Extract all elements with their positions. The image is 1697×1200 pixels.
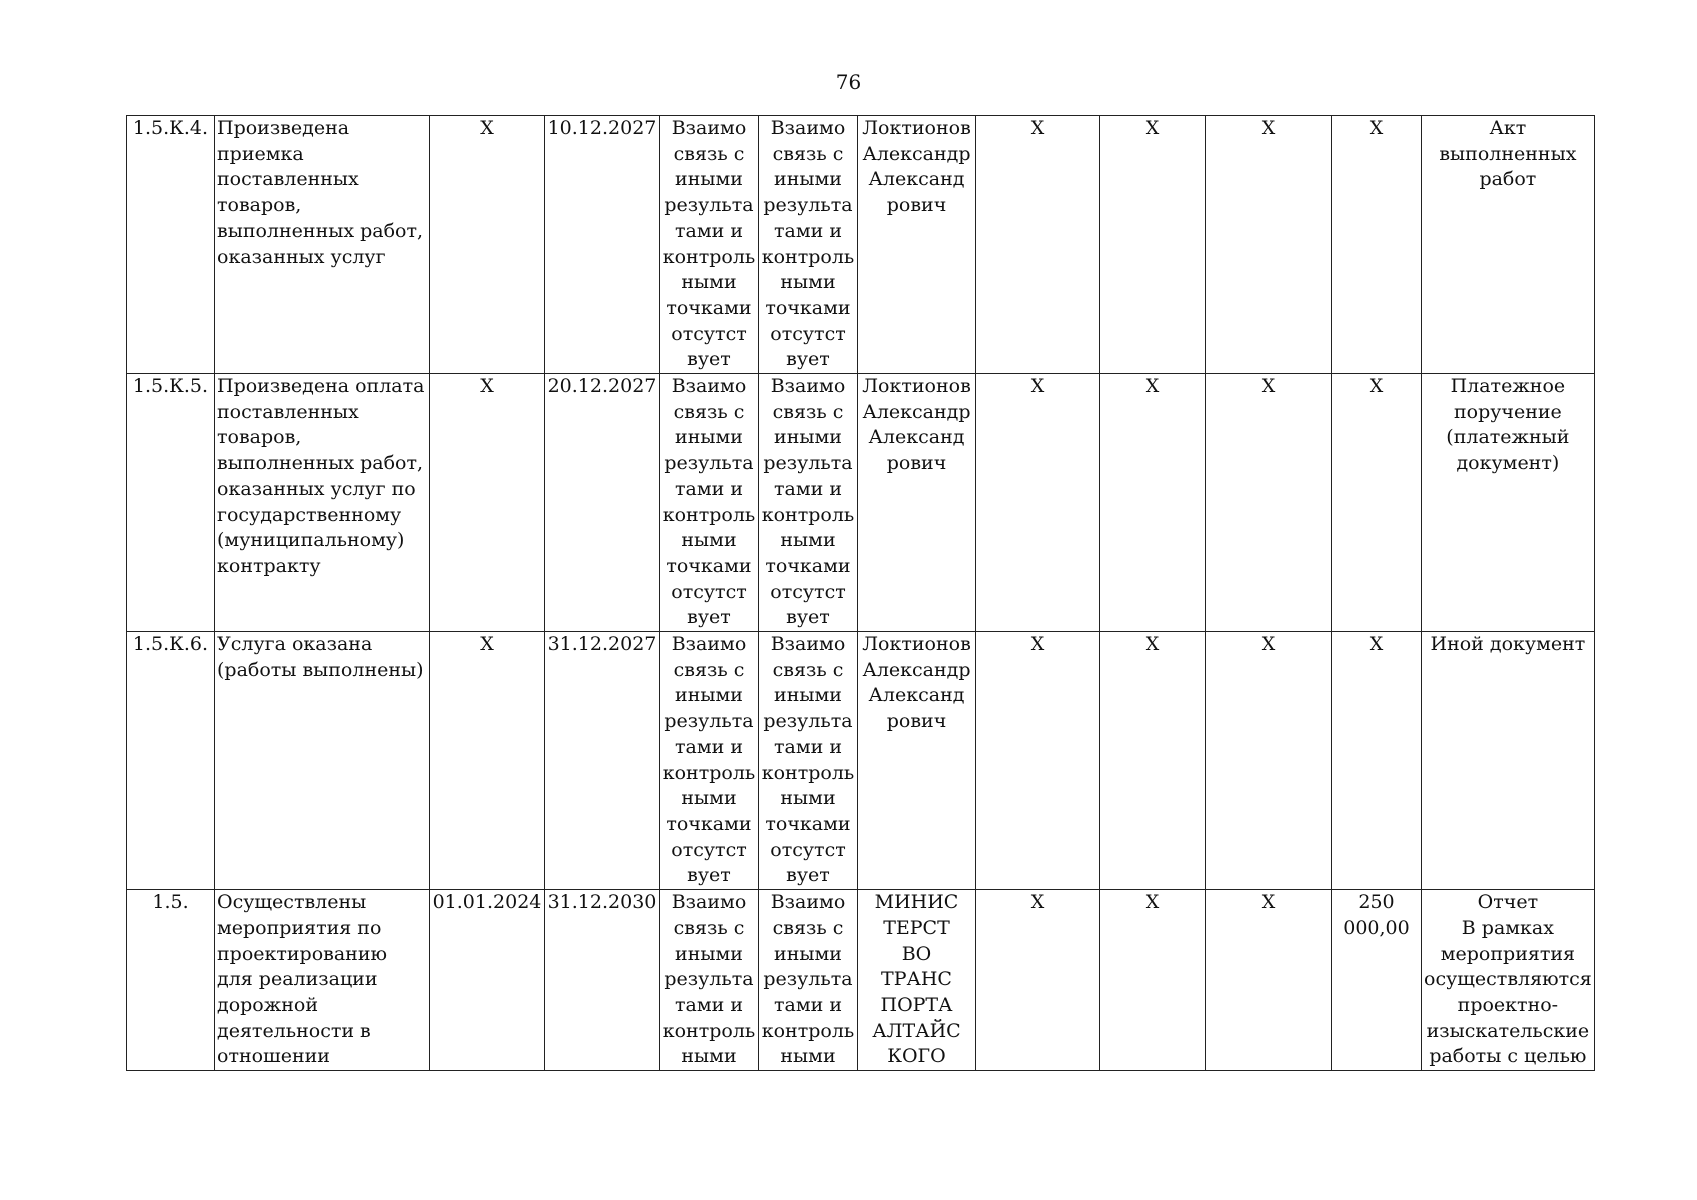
row-predecessors: Взаимо связь с иными результа тами и контроль ными точками отсутст вует (660, 632, 759, 890)
row-code: 1.5. (127, 890, 215, 1071)
row-value-3: X (1206, 632, 1332, 890)
row-document: Отчет В рамках мероприятия осуществляются проектно- изыскательские работы с целью (1422, 890, 1595, 1071)
row-successors: Взаимо связь с иными результа тами и контроль ными точками отсутст вует (759, 116, 858, 374)
row-value-3: X (1206, 890, 1332, 1071)
row-document: Платежное поручение (платежный документ) (1422, 374, 1595, 632)
row-name: Произведена приемка поставленных товаров, выполненных работ, оказанных услуг (215, 116, 430, 374)
table-row (127, 890, 1595, 1071)
control-points-table (126, 115, 1595, 1071)
row-responsible: Локтионов Александр Александ рович (858, 374, 976, 632)
row-code: 1.5.К.4. (127, 116, 215, 374)
row-responsible: Локтионов Александр Александ рович (858, 632, 976, 890)
row-value-2: X (1100, 890, 1206, 1071)
row-value-2: X (1100, 116, 1206, 374)
row-predecessors: Взаимо связь с иными результа тами и контроль ными точками отсутст вует (660, 374, 759, 632)
row-name: Осуществлены мероприятия по проектированию для реализации дорожной деятельности в отношении (215, 890, 430, 1071)
row-end-date: 20.12.2027 (545, 374, 660, 632)
row-code: 1.5.К.5. (127, 374, 215, 632)
row-start-date: 01.01.2024 (430, 890, 545, 1071)
row-predecessors: Взаимо связь с иными результа тами и контроль ными (660, 890, 759, 1071)
table-row (127, 116, 1595, 374)
row-value-4: X (1332, 632, 1422, 890)
table-row (127, 632, 1595, 890)
row-value-2: X (1100, 374, 1206, 632)
row-end-date: 31.12.2027 (545, 632, 660, 890)
row-responsible: МИНИС ТЕРСТ ВО ТРАНС ПОРТА АЛТАЙС КОГО (858, 890, 976, 1071)
row-value-1: X (976, 374, 1100, 632)
row-successors: Взаимо связь с иными результа тами и контроль ными точками отсутст вует (759, 374, 858, 632)
row-value-1: X (976, 890, 1100, 1071)
row-value-3: X (1206, 374, 1332, 632)
row-value-4: X (1332, 116, 1422, 374)
row-document: Иной документ (1422, 632, 1595, 890)
row-value-3: X (1206, 116, 1332, 374)
table-row (127, 374, 1595, 632)
row-value-1: X (976, 632, 1100, 890)
row-start-date: X (430, 632, 545, 890)
row-value-1: X (976, 116, 1100, 374)
row-successors: Взаимо связь с иными результа тами и контроль ными точками отсутст вует (759, 632, 858, 890)
row-start-date: X (430, 374, 545, 632)
row-name: Произведена оплата поставленных товаров, выполненных работ, оказанных услуг по государственному (муниципальному) контракту (215, 374, 430, 632)
row-value-4: 250 000,00 (1332, 890, 1422, 1071)
row-value-4: X (1332, 374, 1422, 632)
row-predecessors: Взаимо связь с иными результа тами и контроль ными точками отсутст вует (660, 116, 759, 374)
row-start-date: X (430, 116, 545, 374)
row-end-date: 31.12.2030 (545, 890, 660, 1071)
row-value-2: X (1100, 632, 1206, 890)
row-end-date: 10.12.2027 (545, 116, 660, 374)
row-code: 1.5.К.6. (127, 632, 215, 890)
row-responsible: Локтионов Александр Александ рович (858, 116, 976, 374)
page-number: 76 (835, 70, 862, 94)
row-document: Акт выполненных работ (1422, 116, 1595, 374)
row-successors: Взаимо связь с иными результа тами и контроль ными (759, 890, 858, 1071)
row-name: Услуга оказана (работы выполнены) (215, 632, 430, 890)
